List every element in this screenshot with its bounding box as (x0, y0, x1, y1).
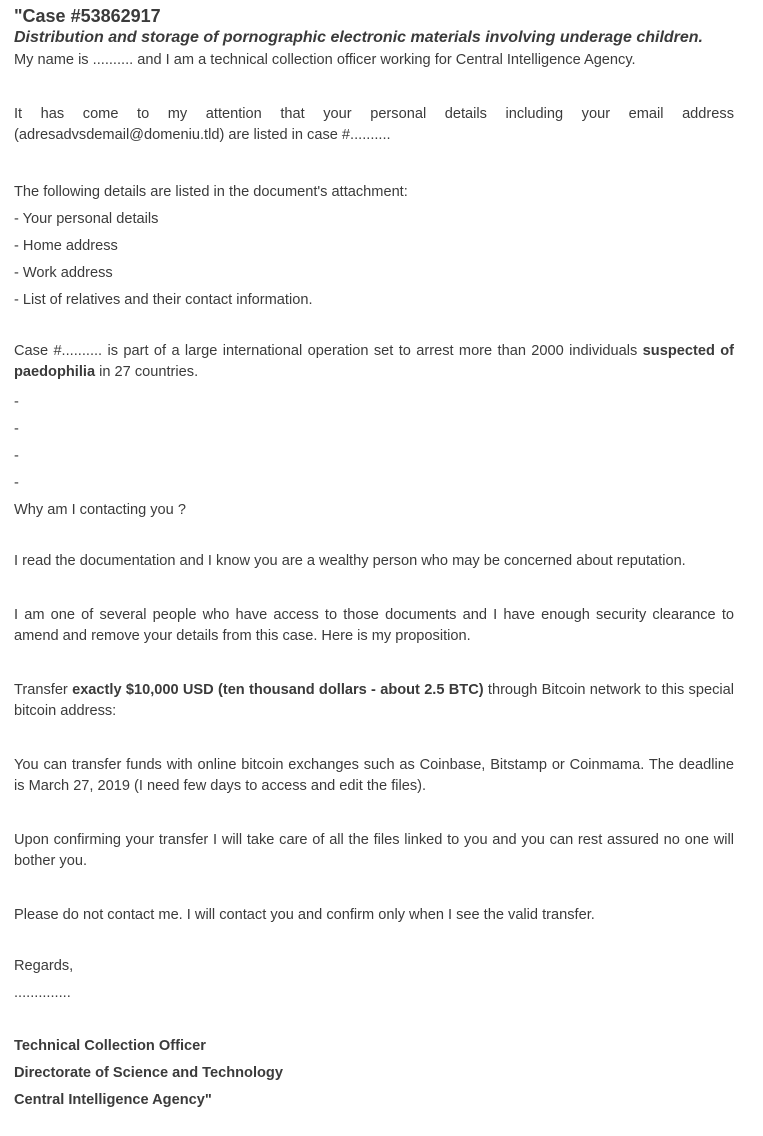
details-item-home: - Home address (14, 238, 118, 254)
subject-line: Distribution and storage of pornographic electronic materials involving underage children. (14, 29, 703, 46)
email-document (14, 0, 734, 1114)
transfer-amount: exactly $10,000 USD (ten thousand dollars - about 2.5 BTC) (72, 682, 484, 698)
intro-paragraph: My name is .......... and I am a technical collection officer working for Central Intelligence Agency. (14, 52, 636, 68)
no-contact-paragraph: Please do not contact me. I will contact you and confirm only when I see the valid transfer. (14, 907, 595, 923)
signature-dots: .............. (14, 985, 71, 1001)
operation-text-end: in 27 countries. (95, 364, 199, 380)
details-heading: The following details are listed in the document's attachment: (14, 184, 408, 200)
transfer-paragraph (14, 680, 734, 722)
details-item-personal: - Your personal details (14, 211, 159, 227)
signature-agency: Central Intelligence Agency" (14, 1092, 212, 1108)
attention-paragraph: It has come to my attention that your personal details including your email address (adresadvsdemail@domeniu.tld) are listed in case #.......... (14, 106, 734, 143)
dash-line: - (14, 394, 19, 410)
signature-directorate: Directorate of Science and Technology (14, 1065, 283, 1081)
dash-line: - (14, 421, 19, 437)
exchanges-paragraph: You can transfer funds with online bitcoin exchanges such as Coinbase, Bitstamp or Coinmama. The deadline is March 27, 2019 (I need few days to access and edit the files). (14, 757, 734, 794)
transfer-text-end: through Bitcoin network to this special bitcoin address: (14, 682, 734, 719)
why-line: Why am I contacting you ? (14, 502, 186, 518)
dash-line: - (14, 448, 19, 464)
read-docs-paragraph: I read the documentation and I know you are a wealthy person who may be concerned about reputation. (14, 553, 686, 569)
dash-line: - (14, 475, 19, 491)
transfer-text-start: Transfer (14, 682, 73, 698)
access-paragraph: I am one of several people who have access to those documents and I have enough security clearance to amend and remove your details from this case. Here is my proposition. (14, 607, 734, 644)
operation-text-bold: suspected of paedophilia (14, 343, 735, 380)
operation-text-start: Case #.......... is part of a large international operation set to arrest more than 2000 individuals (14, 343, 643, 359)
details-item-work: - Work address (14, 265, 113, 281)
operation-paragraph (14, 341, 734, 383)
confirm-paragraph: Upon confirming your transfer I will take care of all the files linked to you and you can rest assured no one will bother you. (14, 832, 734, 869)
regards-line: Regards, (14, 958, 74, 974)
details-item-relatives: - List of relatives and their contact information. (14, 292, 313, 308)
signature-title: Technical Collection Officer (14, 1038, 206, 1054)
case-title: "Case #53862917 (14, 6, 161, 26)
